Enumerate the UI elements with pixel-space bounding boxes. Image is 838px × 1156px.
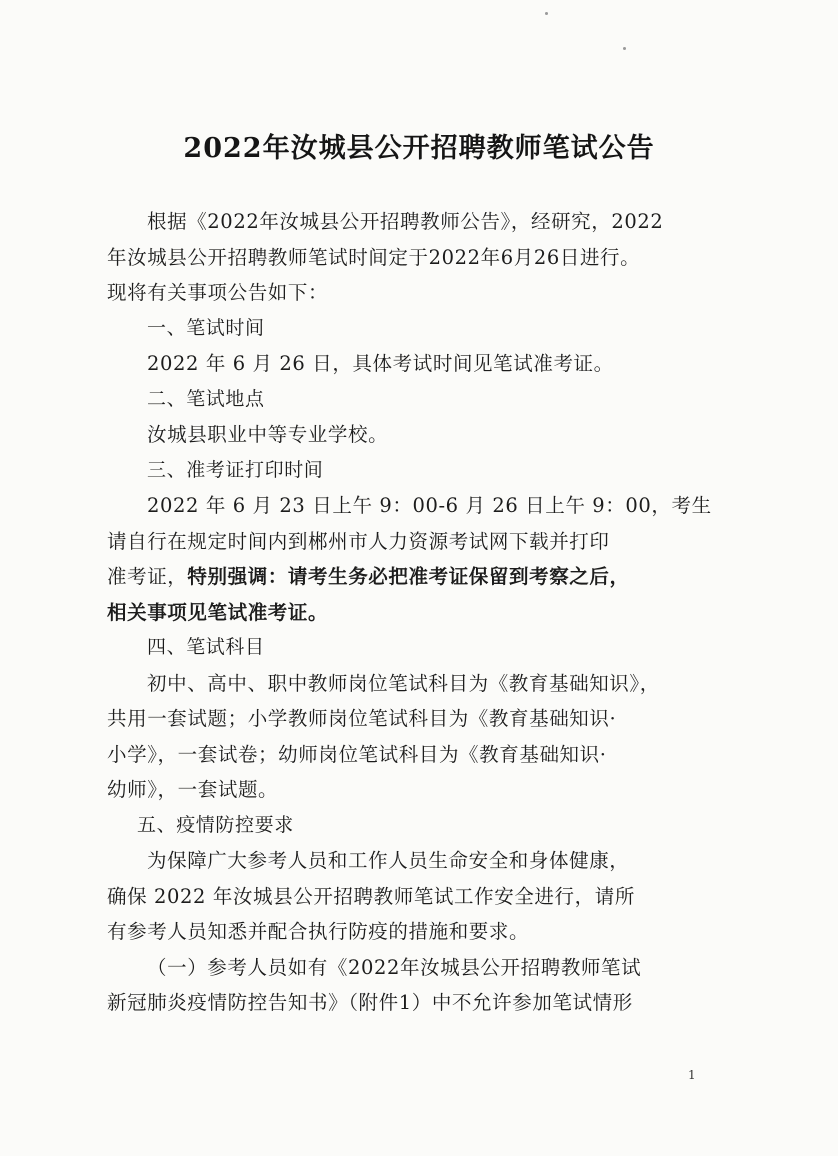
document-body bbox=[107, 204, 727, 1021]
section-heading bbox=[107, 630, 727, 666]
line-text: 幼师》，一套试题。 bbox=[107, 778, 279, 801]
line-text: 三、准考证打印时间 bbox=[147, 458, 324, 481]
line-text: 年汝城县公开招聘教师笔试时间定于2022年6月26日进行。 bbox=[107, 245, 641, 269]
line-text: 确保 2022 年汝城县公开招聘教师笔试工作安全进行，请所 bbox=[107, 884, 635, 908]
body-line bbox=[107, 346, 727, 382]
body-line bbox=[107, 417, 727, 453]
body-line bbox=[107, 240, 727, 276]
line-text: 2022 年 6 月 26 日，具体考试时间见笔试准考证。 bbox=[147, 352, 614, 375]
line-text: 共用一套试题；小学教师岗位笔试科目为《教育基础知识· bbox=[107, 707, 617, 730]
document-title: 2022年汝城县公开招聘教师笔试公告 bbox=[183, 133, 655, 164]
line-text: 请自行在规定时间内到郴州市人力资源考试网下载并打印 bbox=[107, 529, 610, 553]
body-line bbox=[107, 772, 727, 808]
body-line bbox=[107, 559, 727, 595]
body-line bbox=[107, 914, 727, 950]
line-text: 初中、高中、职中教师岗位笔试科目为《教育基础知识》， bbox=[147, 671, 660, 695]
line-text: 准考证， bbox=[107, 565, 188, 588]
line-text: 根据《2022年汝城县公开招聘教师公告》，经研究，2022 bbox=[147, 210, 664, 233]
body-line bbox=[107, 950, 727, 986]
section-heading bbox=[107, 382, 727, 418]
line-text: （一）参考人员如有《2022年汝城县公开招聘教师笔试 bbox=[147, 955, 642, 979]
line-text: 2022 年 6 月 23 日上午 9：00-6 月 26 日上午 9：00，考生 bbox=[147, 494, 712, 517]
body-line bbox=[107, 843, 727, 879]
body-line bbox=[107, 595, 727, 631]
body-line bbox=[107, 204, 727, 240]
body-line bbox=[107, 879, 727, 915]
body-line bbox=[107, 488, 727, 524]
line-text: 一、笔试时间 bbox=[147, 316, 265, 339]
scan-speck bbox=[545, 12, 548, 15]
body-line bbox=[107, 666, 727, 702]
body-line bbox=[107, 737, 727, 773]
section-heading bbox=[107, 453, 727, 489]
body-line bbox=[107, 701, 727, 737]
line-text: 相关事项见笔试准考证。 bbox=[107, 600, 329, 624]
scan-speck bbox=[623, 47, 626, 50]
line-text: 为保障广大参考人员和工作人员生命安全和身体健康， bbox=[147, 849, 630, 872]
line-text: 汝城县职业中等专业学校。 bbox=[147, 423, 389, 446]
body-line bbox=[107, 524, 727, 560]
line-text: 新冠肺炎疫情防控告知书》（附件1）中不允许参加笔试情形 bbox=[107, 991, 633, 1014]
body-line bbox=[107, 985, 727, 1021]
line-text: 四、笔试科目 bbox=[147, 636, 265, 658]
line-text: 五、疫情防控要求 bbox=[137, 813, 294, 836]
line-text: 有参考人员知悉并配合执行防疫的措施和要求。 bbox=[107, 920, 530, 943]
emphasis-text: 特别强调：请考生务必把准考证保留到考察之后， bbox=[187, 565, 630, 588]
line-text: 现将有关事项公告如下： bbox=[107, 281, 329, 304]
body-line bbox=[107, 275, 727, 311]
line-text: 小学》，一套试卷；幼师岗位笔试科目为《教育基础知识· bbox=[107, 742, 607, 766]
section-heading bbox=[107, 311, 727, 347]
section-heading bbox=[107, 808, 727, 844]
page-number: 1 bbox=[688, 1068, 696, 1082]
line-text: 二、笔试地点 bbox=[147, 387, 265, 410]
